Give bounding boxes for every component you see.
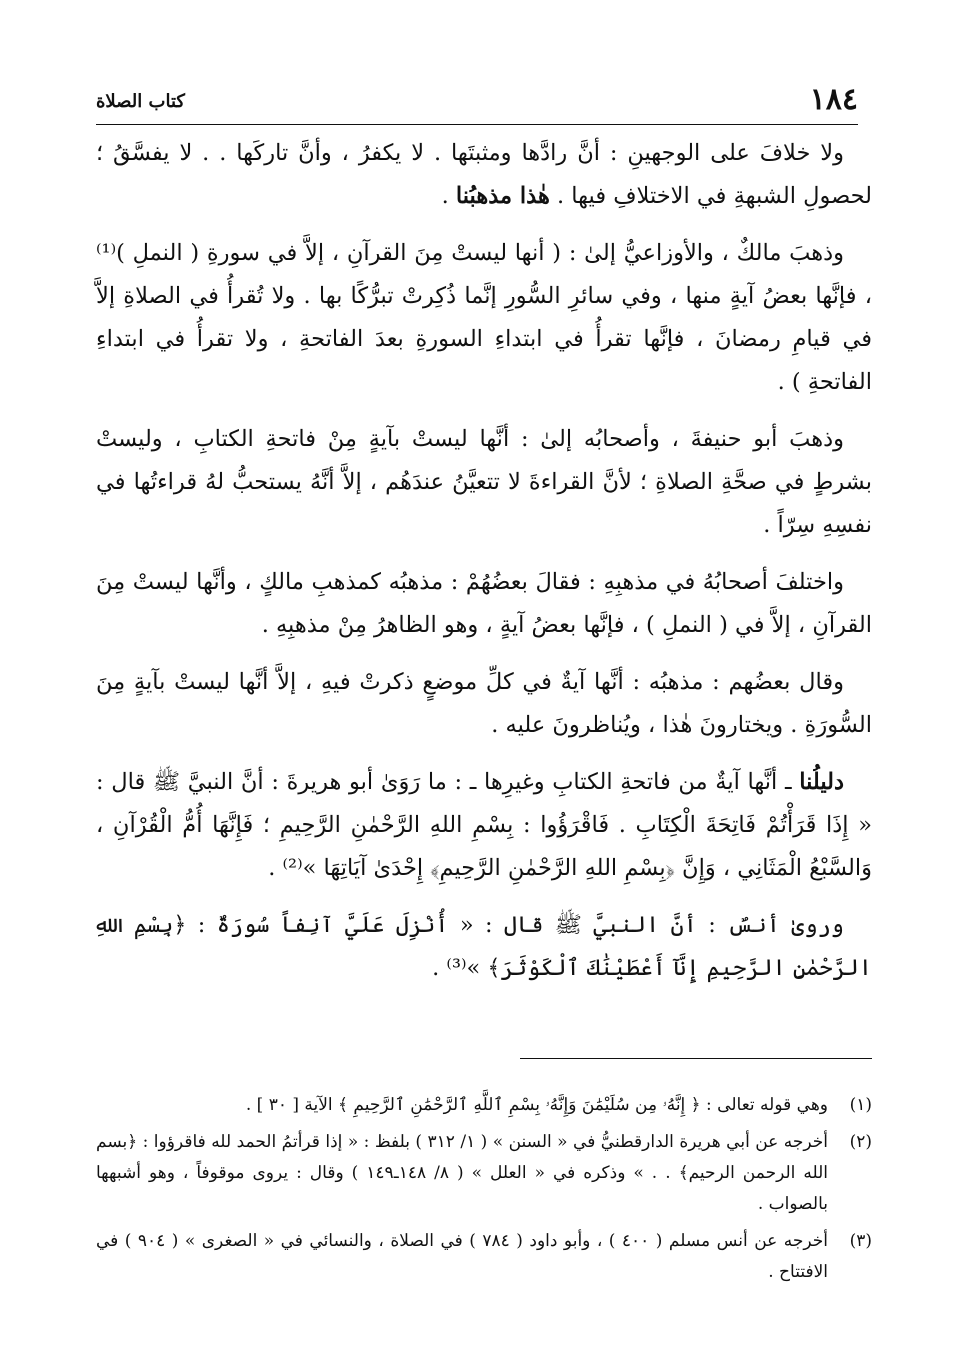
paragraph: واختلفَ أصحابُهُ في مذهبِهِ : فقالَ بعضُهُمْ : مذهبُه كمذهبِ مالكٍ ، وأنَّها ليستْ مِنَ القرآنِ ، إلاَّ في ( النملِ ) ، فإنَّها بعضُ آيةٍ ، وهو الظاهرُ مِنْ مذهبِهِ . <box>96 569 872 638</box>
footnote-text: وهي قوله تعالى : ﴿ إِنَّهُۥ مِن سُلَيْمَٰنَ وَإِنَّهُۥ بِسْمِ ٱللَّهِ ٱلرَّحْمَٰنِ ٱلرَّحِيمِ ﴾ الآية [ ٣٠ ] . <box>245 1095 828 1115</box>
paragraph: وقال بعضُهم : مذهبُه : أنَّها آيةٌ في كلِّ موضعٍ ذكرتْ فيهِ ، إلاَّ أنَّها ليستْ بآيةٍ مِنَ السُّورَةِ . ويختارونَ هٰذا ، ويُناظرونَ عليه . <box>96 669 872 738</box>
footnote-number: (١) <box>849 1095 872 1115</box>
footnote-text: أخرجه عن أبي هريرة الدارقطنيُّ في « السنن » ( ١/ ٣١٢ ) بلفظ : « إذا قرأتمُ الحمد لله فاقرؤوا : ﴿بسم الله الرحمن الرحيم﴾ . . » وذكره في « العلل » ( ٨/ ١٤٨ـ١٤٩ ) وقال : يروى موقوفاً ، وهو أشبهها بالصواب . <box>96 1132 829 1214</box>
paragraph: دليلُنا ـ أنَّها آيةٌ من فاتحةِ الكتابِ وغيرِها ـ : ما رَوَىٰ أبو هريرةَ : أنَّ النبيَّ ﷺ قال : « إِذَا قَرَأْتُمْ فَاتِحَةَ الْكِتَابِ . فَاقْرَؤُوا : بِسْمِ اللهِ الرَّحْمٰنِ الرَّحِيمِ ؛ فَإِنَّهَا أُمُّ الْقُرْآنِ ، وَالسَّبْعُ الْمَثَانِي ، وَإِنَّ ﴿بِسْمِ اللهِ الرَّحْمٰنِ الرَّحِيمِ﴾ إِحْدَىٰ آيَاتِهَا »⁽²⁾ . <box>96 769 872 881</box>
paragraph: وروىٰ أنسٌ : أنَّ النبيَّ ﷺ قال : « أُنْزِلَ عَلَيَّ آنِفاً سُورَةٌ : ﴿بِسْمِ اللهِ الرَّحْمٰنِ الرَّحِيمِ إِنَّآ أَعْطَيْنَٰكَ ٱلْكَوْثَرَ﴾ »⁽³⁾ . <box>96 912 872 981</box>
footnote <box>96 1127 872 1220</box>
running-title: كتاب الصلاة <box>96 91 185 112</box>
footnote <box>96 1090 872 1121</box>
main-text <box>96 132 872 1004</box>
header-divider <box>96 124 858 125</box>
page-header <box>96 82 858 118</box>
paragraph: ولا خلافَ على الوجهينِ : أنَّ رادَّها ومثبتَها . لا يكفرُ ، وأنَّ تاركَها . . لا يفسَّقُ ؛ لحصولِ الشبهةِ في الاختلافِ فيها . هٰذا مذهبُنا . <box>96 140 872 209</box>
paragraph: وذهبَ مالكٌ ، والأوزاعيُّ إلىٰ : ( أنها ليستْ مِنَ القرآنِ ، إلاَّ في سورةِ ( النملِ )⁽¹⁾ ، فإنَّها بعضُ آيةٍ منها ، وفي سائرِ السُّورِ إنَّما ذُكِرتْ تبرُّكًا بها . ولا تُقرأُ في الصلاةِ إلاَّ في قيامِ رمضانَ ، فإنَّها تقرأُ في ابتداءِ السورةِ بعدَ الفاتحةِ ، ولا تقرأُ في ابتداءِ الفاتحةِ ) . <box>96 240 872 395</box>
footnotes <box>96 1090 872 1294</box>
footnote-divider <box>520 1058 872 1059</box>
paragraph: وذهبَ أبو حنيفةَ ، وأصحابُه إلىٰ : أنَّها ليستْ بآيةٍ مِنْ فاتحةِ الكتابِ ، وليستْ بشرطٍ في صحَّةِ الصلاةِ ؛ لأنَّ القراءةَ لا تتعيَّنُ عندَهُم ، إلاَّ أنَّهُ يستحبُّ لهُ قراءتُها في نفسِهِ سِرّاً . <box>96 426 872 538</box>
footnote <box>96 1226 872 1288</box>
footnote-number: (٣) <box>849 1231 872 1251</box>
emphasis: هٰذا مذهبُنا <box>455 183 550 209</box>
footnote-number: (٢) <box>849 1132 872 1152</box>
footnote-text: أخرجه عن أنس مسلم ( ٤٠٠ ) ، وأبو داود ( ٧٨٤ ) في الصلاة ، والنسائي في « الصغرى » ( ٩٠٤ ) في الافتتاح . <box>96 1231 828 1282</box>
emphasis: دليلُنا <box>799 769 844 795</box>
page-number: ١٨٤ <box>809 82 858 117</box>
